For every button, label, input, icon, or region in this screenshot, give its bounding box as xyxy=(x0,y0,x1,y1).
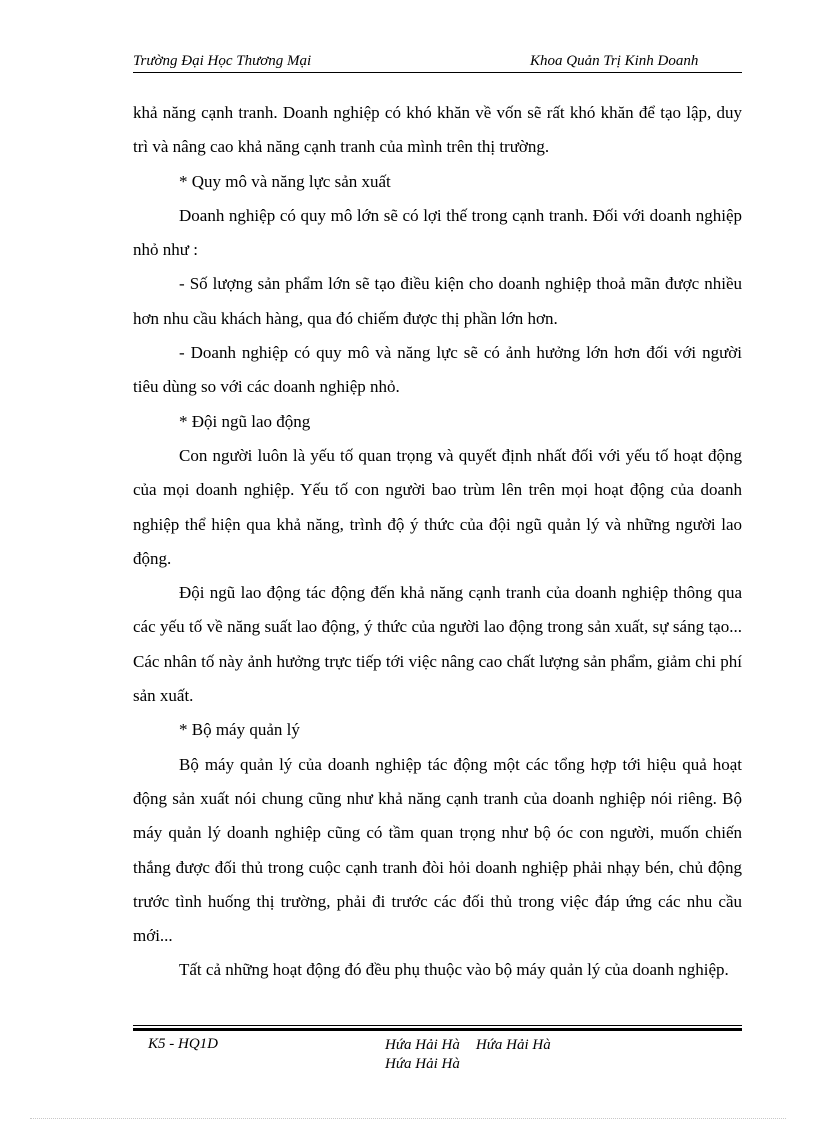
paragraph-scale-intro: Doanh nghiệp có quy mô lớn sẽ có lợi thế trong cạnh tranh. Đối với doanh nghiệp nhỏ như : xyxy=(133,205,742,260)
paragraph-human-factor: Con người luôn là yếu tố quan trọng và quyết định nhất đối với yếu tố hoạt động của mọi doanh nghiệp. Yếu tố con người bao trùm lên trên mọi hoạt động của doanh nghiệp thể hiện qua khả năng, trình độ ý thức của đội ngũ quản lý và những người lao động. xyxy=(133,445,742,568)
header-faculty-name: Khoa Quản Trị Kinh Doanh xyxy=(530,53,699,69)
paragraph-conclusion: Tất cả những hoạt động đó đều phụ thuộc vào bộ máy quản lý của doanh nghiệp. xyxy=(179,960,729,980)
footer-author-name: Hứa Hải Hà xyxy=(385,1056,460,1072)
footer-divider-thin xyxy=(133,1025,742,1026)
footer-author-name: Hứa Hải Hà xyxy=(385,1037,460,1053)
paragraph-workforce-impact: Đội ngũ lao động tác động đến khả năng cạnh tranh của doanh nghiệp thông qua các yếu tố về năng suất lao động, ý thức của người lao động trong sản xuất, sự sáng tạo... Các nhân tố này ảnh hưởng trực tiếp tới việc nâng cao chất lượng sản phẩm, giảm chi phí sản xuất. xyxy=(133,583,742,706)
document-body xyxy=(133,96,742,988)
header-school-name: Trường Đại Học Thương Mại xyxy=(133,53,312,69)
footer-class-code: K5 - HQ1D xyxy=(148,1036,218,1052)
page-header xyxy=(133,53,742,73)
heading-workforce: * Đội ngũ lao động xyxy=(179,411,311,431)
paragraph-management-role: Bộ máy quản lý của doanh nghiệp tác động một các tổng hợp tới hiệu quả hoạt động sản xuất nói chung cũng như khả năng cạnh tranh của doanh nghiệp nói riêng. Bộ máy quản lý doanh nghiệp cũng có tầm quan trọng như bộ óc con người, muốn chiến thắng được đối thủ trong cuộc cạnh tranh đòi hỏi doanh nghiệp phải nhạy bén, chủ động trước tình huống thị trường, phải đi trước các đối thủ trong việc đáp ứng các nhu cầu mới... xyxy=(133,754,742,946)
heading-scale-capacity: * Quy mô và năng lực sản xuất xyxy=(179,171,391,191)
footer-authors xyxy=(385,1036,551,1074)
footer-divider-thick xyxy=(133,1028,742,1031)
list-item-product-volume: - Số lượng sản phẩm lớn sẽ tạo điều kiện cho doanh nghiệp thoả mãn được nhiều hơn nhu cầu khách hàng, qua đó chiếm được thị phần lớn hơn. xyxy=(133,274,742,328)
footer-author-name: Hứa Hải Hà xyxy=(475,1037,551,1053)
paragraph-capital-continuation: khả năng cạnh tranh. Doanh nghiệp có khó khăn về vốn sẽ rất khó khăn để tạo lập, duy trì và nâng cao khả năng cạnh tranh của mình trên thị trường. xyxy=(133,103,742,157)
header-divider xyxy=(133,72,742,73)
list-item-consumer-influence: - Doanh nghiệp có quy mô và năng lực sẽ có ảnh hưởng lớn hơn đối với người tiêu dùng so với các doanh nghiệp nhỏ. xyxy=(133,343,742,397)
page-bottom-border xyxy=(30,1118,786,1119)
heading-management: * Bộ máy quản lý xyxy=(179,720,300,740)
